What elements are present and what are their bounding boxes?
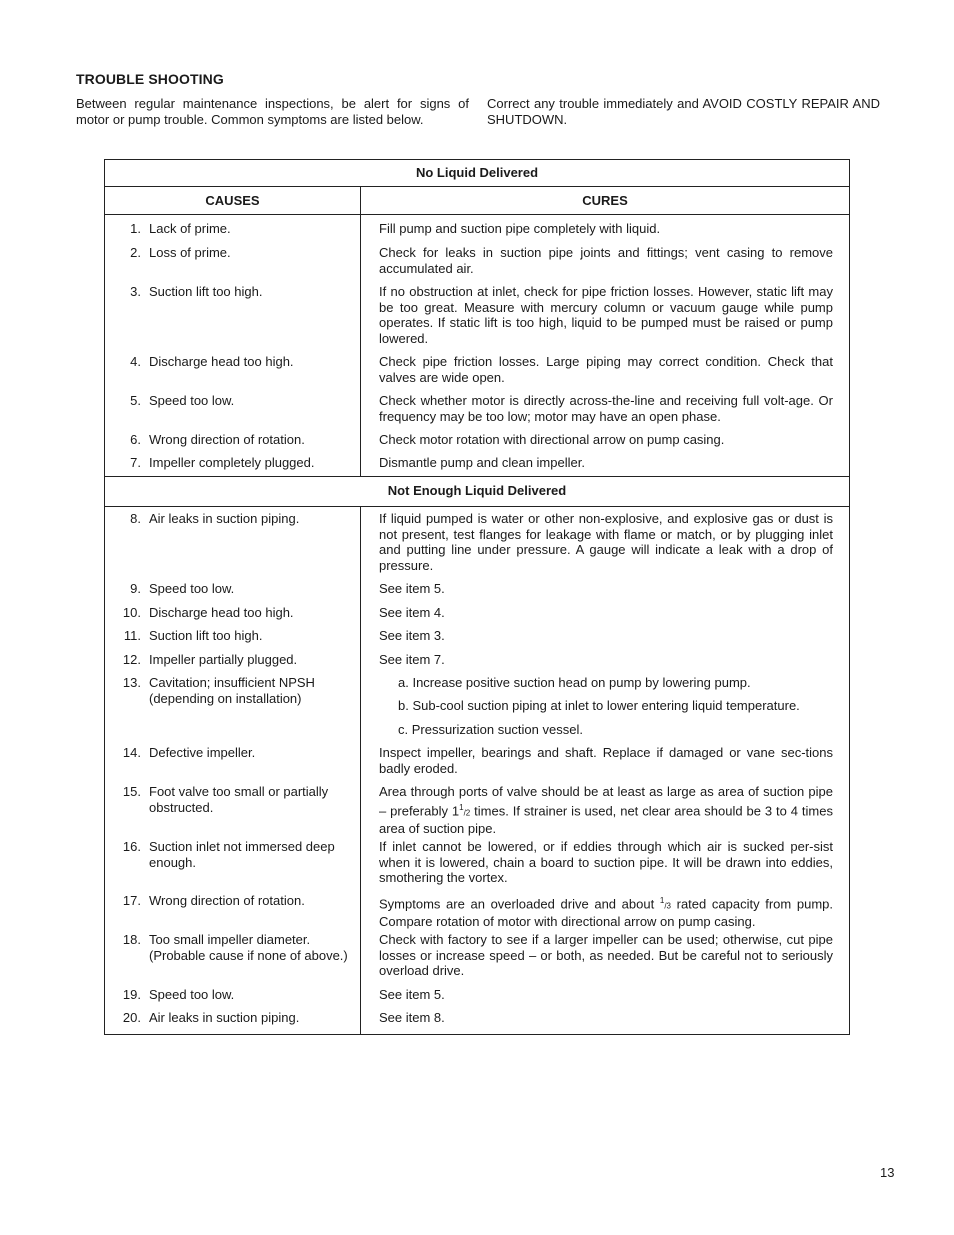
row-number: 6. (130, 432, 141, 447)
trouble-shooting-table (104, 159, 850, 1035)
divider (105, 186, 849, 187)
page-number: 13 (880, 1165, 895, 1180)
row-number: 8. (130, 511, 141, 526)
cause-text: Air leaks in suction piping. (149, 1010, 300, 1025)
cause-text: Wrong direction of rotation. (149, 893, 305, 908)
cause-text: Speed too low. (149, 581, 235, 596)
cause-text: Speed too low. (149, 393, 235, 408)
cause-text: Discharge head too high. (149, 605, 294, 620)
page-heading: TROUBLE SHOOTING (76, 71, 224, 87)
row-number: 1. (130, 221, 141, 236)
divider (105, 476, 849, 477)
cause-text: Suction inlet not immersed deep enough. (149, 839, 335, 870)
cure-text: Symptoms are an overloaded drive and about $^1$/3 rated capacity from pump. Compare rotation of motor with directional arrow on pump casing. (379, 896, 833, 929)
cure-text: See item 4. (379, 605, 445, 620)
row-number: 15. (122, 784, 141, 799)
cure-text: See item 5. (379, 987, 445, 1002)
cure-subitem: a. Increase positive suction head on pump by lowering pump. (398, 675, 751, 690)
cause-text: Air leaks in suction piping. (149, 511, 300, 526)
cure-text: Check for leaks in suction pipe joints and fittings; vent casing to remove accumulated air. (379, 245, 833, 276)
section-title-not-enough-liquid: Not Enough Liquid Delivered (387, 483, 567, 498)
cause-text: Suction lift too high. (149, 284, 263, 299)
cure-text: Check pipe friction losses. Large piping may correct condition. Check that valves are wide open. (379, 354, 833, 385)
row-number: 12. (122, 652, 141, 667)
row-number: 9. (130, 581, 141, 596)
cure-text: If liquid pumped is water or other non-explosive, and explosive gas or dust is not present, test flanges for leakage with flame or match, or by plugging inlet and putting line under pressure. A gauge will indicate a leak with a drop of pressure. (379, 511, 833, 573)
row-number: 11. (123, 628, 141, 643)
cure-text: Inspect impeller, bearings and shaft. Replace if damaged or vane sec-tions badly eroded. (379, 745, 833, 776)
divider (105, 214, 849, 215)
cure-text: See item 3. (379, 628, 445, 643)
cause-text: Foot valve too small or partially obstructed. (149, 784, 329, 815)
section-title-no-liquid: No Liquid Delivered (415, 165, 539, 180)
row-number: 10. (122, 605, 141, 620)
cause-text: Cavitation; insufficient NPSH (depending on installation) (149, 675, 315, 706)
cure-text: Check whether motor is directly across-the-line and receiving full volt-age. Or frequency may be too low; motor may have an open phase. (379, 393, 833, 424)
row-number: 2. (130, 245, 141, 260)
row-number: 5. (130, 393, 141, 408)
cause-text: Wrong direction of rotation. (149, 432, 305, 447)
cause-text: Speed too low. (149, 987, 235, 1002)
cause-text: Loss of prime. (149, 245, 231, 260)
row-number: 3. (130, 284, 141, 299)
cures-header: CURES (582, 193, 628, 208)
cure-text: Check with factory to see if a larger impeller can be used; otherwise, cut pipe losses or increase speed – or both, as needed. But be careful not to seriously overload drive. (379, 932, 833, 979)
row-number: 19. (122, 987, 141, 1002)
row-number: 4. (130, 354, 141, 369)
cure-subitem: c. Pressurization suction vessel. (398, 722, 583, 737)
intro-text-left: Between regular maintenance inspections, be alert for signs of motor or pump trouble. Common symptoms are listed below. (76, 96, 469, 127)
row-number: 17. (122, 893, 141, 908)
row-number: 20. (122, 1010, 141, 1025)
cure-text: If inlet cannot be lowered, or if eddies through which air is sucked per-sist when it is lowered, chain a board to suction pipe. It will be drawn into eddies, smothering the vortex. (379, 839, 833, 886)
cause-text: Impeller partially plugged. (149, 652, 298, 667)
cure-text: Area through ports of valve should be at least as large as area of suction pipe – preferably $1^1/2$ times. If strainer is used, net clear area should be 3 to 4 times area of suction pipe. (379, 784, 833, 836)
cure-text: See item 7. (379, 652, 445, 667)
cause-text: Too small impeller diameter. (Probable cause if none of above.) (149, 932, 348, 963)
cause-text: Suction lift too high. (149, 628, 263, 643)
row-number: 14. (122, 745, 141, 760)
cure-text: Check motor rotation with directional arrow on pump casing. (379, 432, 725, 447)
cause-text: Impeller completely plugged. (149, 455, 315, 470)
row-number: 7. (130, 455, 141, 470)
divider (105, 506, 849, 507)
cause-text: Lack of prime. (149, 221, 231, 236)
cause-text: Defective impeller. (149, 745, 256, 760)
cure-text: If no obstruction at inlet, check for pipe friction losses. However, static lift may be too great. Measure with mercury column or vacuum gauge while pump operates. If static lift is too high, liquid to be pumped must be raised or pump lowered. (379, 284, 833, 346)
row-number: 16. (122, 839, 141, 854)
cure-subitem: b. Sub-cool suction piping at inlet to lower entering liquid temperature. (398, 698, 800, 713)
cure-text: Fill pump and suction pipe completely with liquid. (379, 221, 661, 236)
cause-text: Discharge head too high. (149, 354, 294, 369)
intro-text-right: Correct any trouble immediately and AVOID COSTLY REPAIR AND SHUTDOWN. (487, 96, 880, 127)
causes-header: CAUSES (205, 193, 260, 208)
cure-text: See item 8. (379, 1010, 445, 1025)
row-number: 18. (122, 932, 141, 947)
row-number: 13. (122, 675, 141, 690)
cure-text: See item 5. (379, 581, 445, 596)
cure-text: Dismantle pump and clean impeller. (379, 455, 585, 470)
